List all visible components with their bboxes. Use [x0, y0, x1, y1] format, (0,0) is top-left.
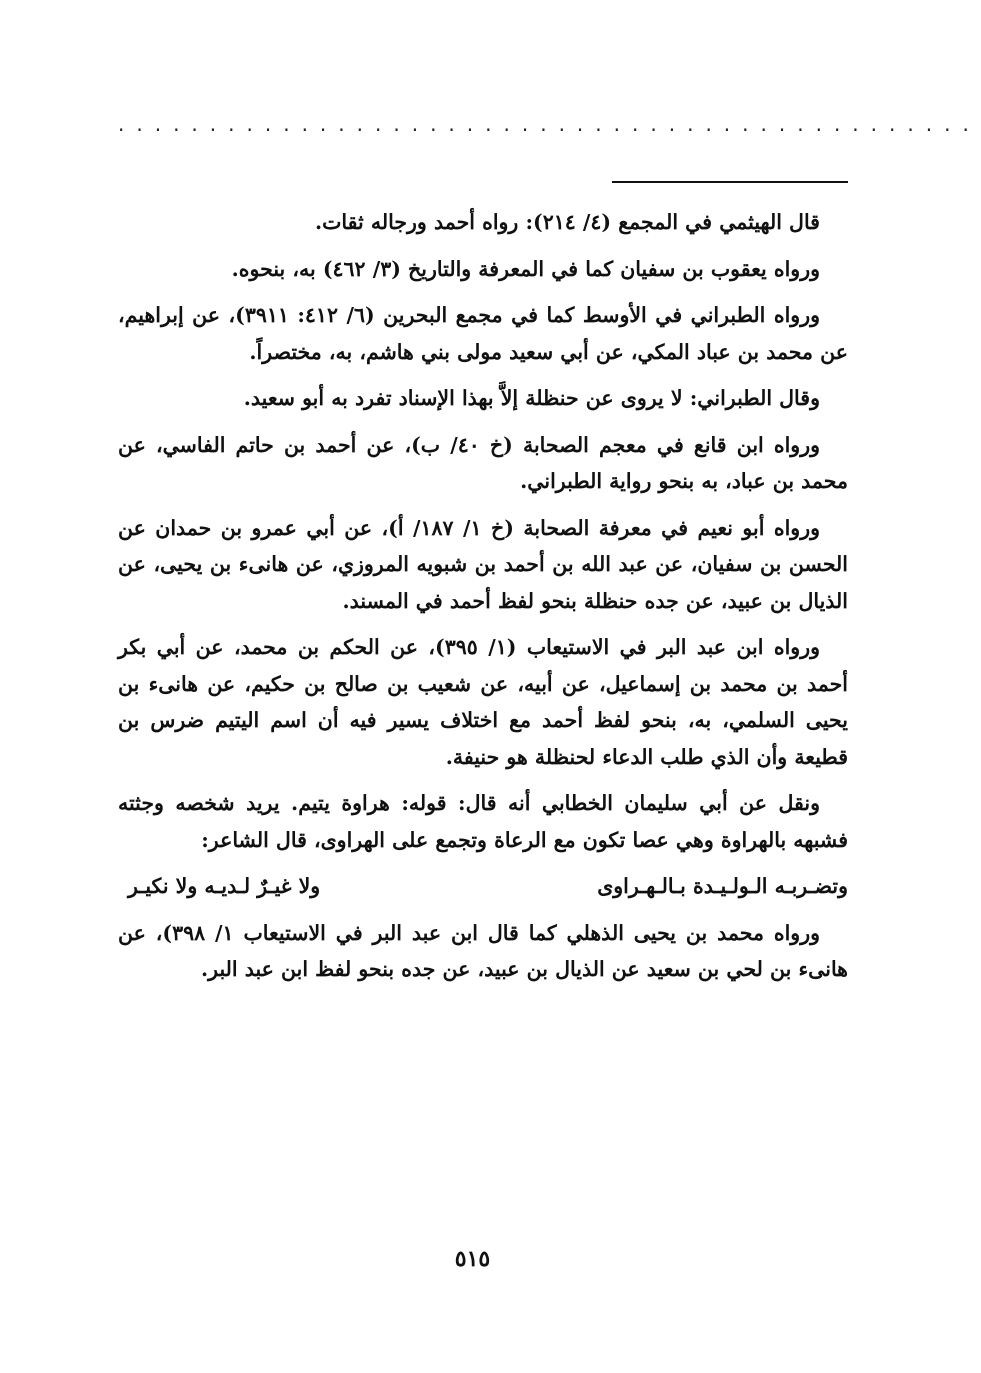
- footnote-paragraph: ونقل عن أبي سليمان الخطابي أنه قال: قوله: هراوة يتيم. يريد شخصه وجثته فشبهه بالهراوة وهي عصا تكون مع الرعاة وتجمع على الهراوى، قال الشاعر:: [118, 791, 848, 852]
- footnote-paragraph: قال الهيثمي في المجمع (٤/ ٢١٤): رواه أحمد ورجاله ثقات.: [314, 210, 820, 234]
- poetry-verse: [118, 868, 848, 905]
- footnote-paragraph: وقال الطبراني: لا يروى عن حنظلة إلاَّ بهذا الإسناد تفرد به أبو سعيد.: [243, 386, 820, 410]
- footnote-rule: [612, 181, 848, 183]
- footnotes-section: [118, 204, 848, 998]
- footnote-paragraph: ورواه محمد بن يحيى الذهلي كما قال ابن عبد البر في الاستيعاب ١/ ٣٩٨)، عن هانىء بن لحي بن سعيد عن الذيال بن عبيد، عن جده بنحو لفظ ابن عبد البر.: [118, 920, 848, 981]
- footnote-paragraph: ورواه ابن عبد البر في الاستيعاب (١/ ٣٩٥)، عن الحكم بن محمد، عن أبي بكر أحمد بن محمد بن إسماعيل، عن أبيه، عن شعيب بن صالح بن حكيم، عن هانىء بن يحيى السلمي، به، بنحو لفظ أحمد مع اختلاف يسير فيه أن اسم اليتيم ضرس بن قطيعة وأن الذي طلب الدعاء لحنظلة هو حنيفة.: [118, 635, 848, 769]
- verse-second-hemistich: ولا غيـرٌ لـديـه ولا نكيـر: [128, 874, 321, 898]
- footnote-paragraph: ورواه يعقوب بن سفيان كما في المعرفة والتاريخ (٣/ ٤٦٢) به، بنحوه.: [231, 256, 820, 281]
- page-number: ٥١٥: [454, 1246, 491, 1272]
- ellipsis-separator: ...............................................: [118, 112, 981, 136]
- footnote-paragraph: ورواه الطبراني في الأوسط كما في مجمع البحرين (٦/ ٤١٢: ٣٩١١)، عن إبراهيم، عن محمد بن عباد المكي، عن أبي سعيد مولى بني هاشم، به، مختصراً.: [118, 303, 848, 364]
- verse-first-hemistich: وتضـربـه الـولـيـدة بـالـهـراوى: [597, 874, 848, 898]
- footnote-paragraph: ورواه ابن قانع في معجم الصحابة (خ ٤٠/ ب)، عن أحمد بن حاتم الفاسي، عن محمد بن عباد، به بنحو رواية الطبراني.: [118, 432, 848, 493]
- footnote-paragraph: ورواه أبو نعيم في معرفة الصحابة (خ ١/ ١٨٧/ أ)، عن أبي عمرو بن حمدان عن الحسن بن سفيان، عن عبد الله بن أحمد بن شبويه المروزي، عن هانىء بن يحيى، عن الذيال بن عبيد، عن جده حنظلة بنحو لفظ أحمد في المسند.: [118, 515, 848, 613]
